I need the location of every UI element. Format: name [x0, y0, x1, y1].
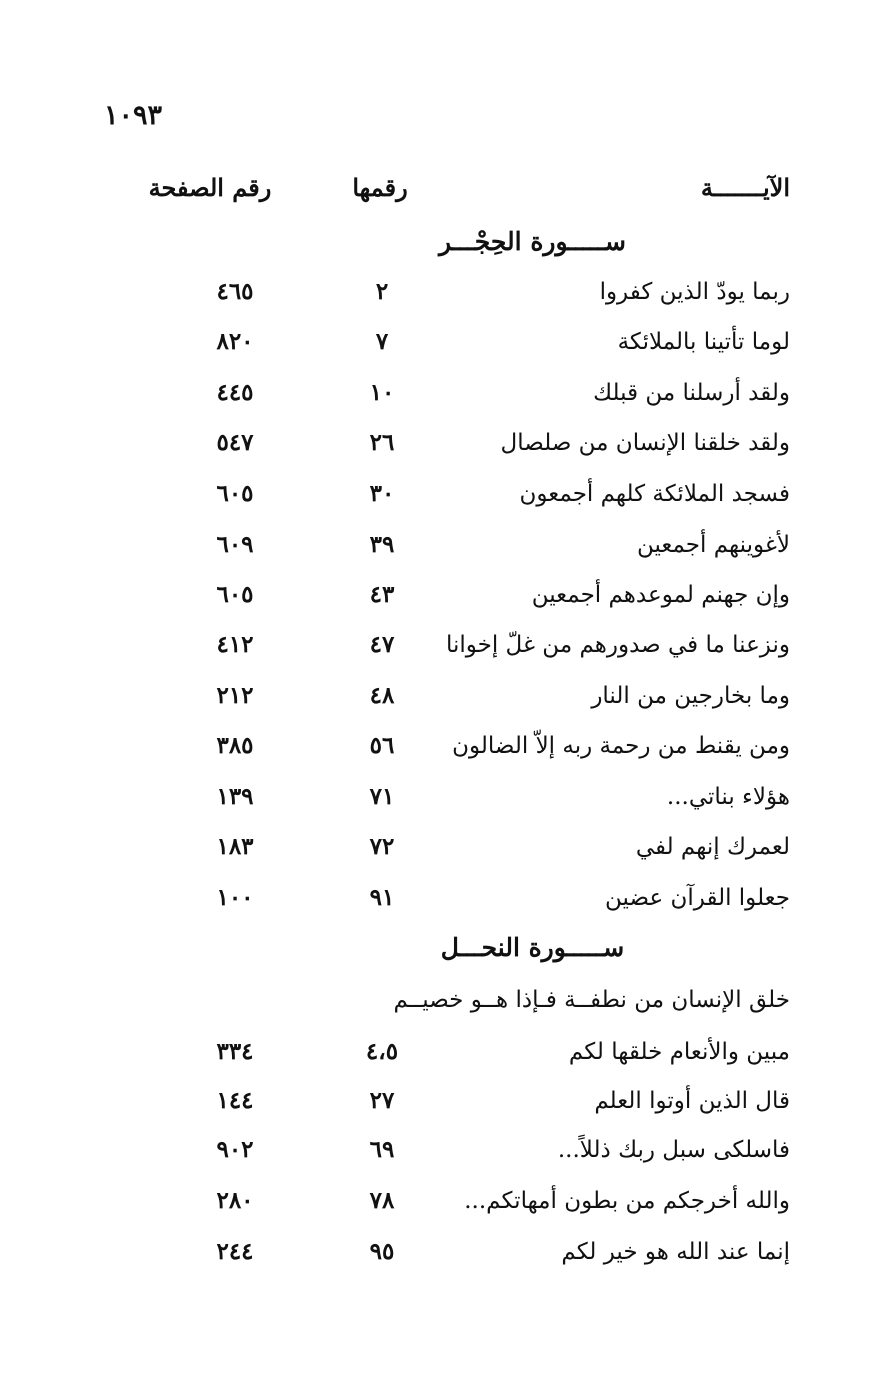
verse-number: ٣٠ [369, 480, 395, 507]
table-row [0, 373, 885, 413]
verse-number: ٤٨ [369, 682, 395, 709]
verse-number: ٧٨ [369, 1187, 395, 1214]
table-row [0, 272, 885, 312]
table-row [0, 676, 885, 716]
page-ref: ٤١٢ [216, 631, 254, 658]
page-ref: ٤٦٥ [216, 278, 254, 305]
header-page: رقم الصفحة [148, 173, 272, 202]
page-ref: ١٨٣ [216, 833, 254, 860]
verse-text: ربما يودّ الذين كفروا [599, 279, 790, 305]
page-ref: ٢٤٤ [216, 1238, 254, 1265]
verse-number: ٢ [375, 278, 389, 305]
verse-text: لوما تأتينا بالملائكة [617, 329, 790, 355]
page-ref: ٩٠٢ [216, 1136, 254, 1163]
page-number: ١٠٩٣ [104, 100, 163, 131]
page-ref: ١٣٩ [216, 783, 254, 810]
verse-number: ٢٦ [369, 429, 395, 456]
table-row [0, 423, 885, 463]
table-row [0, 1130, 885, 1170]
page-ref: ١٠٠ [216, 884, 254, 911]
verse-text: لأغوينهم أجمعين [636, 532, 790, 558]
verse-text: فسجد الملائكة كلهم أجمعون [519, 481, 790, 507]
verse-number: ٧٢ [369, 833, 395, 860]
verse-text: ولقد أرسلنا من قبلك [593, 380, 790, 406]
table-row [0, 474, 885, 514]
page-ref: ٨٢٠ [216, 328, 254, 355]
verse-text: مبين والأنعام خلقها لكم [568, 1039, 790, 1065]
page-ref: ٢٨٠ [216, 1187, 254, 1214]
page-ref: ٦٠٥ [216, 581, 254, 608]
verse-text: ونزعنا ما في صدورهم من غلّ إخوانا [445, 632, 790, 658]
verse-number: ٣٩ [369, 531, 395, 558]
table-row [0, 1032, 885, 1072]
surah-title-nahl [0, 926, 885, 970]
verse-text: قال الذين أوتوا العلم [594, 1088, 790, 1114]
verse-text: فاسلكى سبل ربك ذللاً... [557, 1137, 790, 1163]
verse-text: ولقد خلقنا الإنسان من صلصال [500, 430, 790, 456]
verse-text: وما بخارجين من النار [591, 683, 790, 709]
verse-number: ٤،٥ [365, 1038, 399, 1065]
table-row [0, 726, 885, 766]
table-row [0, 1181, 885, 1221]
verse-number: ٦٩ [369, 1136, 395, 1163]
verse-text: ومن يقنط من رحمة ربه إلاّ الضالون [452, 733, 790, 759]
verse-number: ٧١ [369, 783, 395, 810]
table-row [0, 777, 885, 817]
page-ref: ٥٤٧ [216, 429, 254, 456]
table-row [0, 322, 885, 362]
header-verse: الآيـــــــة [700, 173, 790, 202]
verse-text: وإن جهنم لموعدهم أجمعين [531, 582, 790, 608]
verse-lead-line: خلق الإنسان من نطفــة فـإذا هــو خصيــم [393, 987, 790, 1013]
table-row [0, 1081, 885, 1121]
page-ref: ٣٨٥ [216, 732, 254, 759]
surah-title-hijr [0, 220, 885, 264]
page-ref: ٤٤٥ [216, 379, 254, 406]
page-ref: ١٤٤ [216, 1087, 254, 1114]
page-ref: ٦٠٩ [216, 531, 254, 558]
column-header-row [0, 168, 885, 208]
table-row [0, 575, 885, 615]
table-row [0, 878, 885, 918]
verse-number: ١٠ [369, 379, 395, 406]
verse-number: ٤٣ [369, 581, 395, 608]
verse-text: جعلوا القرآن عضين [605, 885, 790, 911]
surah-title-hijr-text: ســـــورة الحِجْـــر [439, 227, 626, 256]
verse-text: والله أخرجكم من بطون أمهاتكم... [464, 1188, 790, 1214]
table-row [0, 625, 885, 665]
verse-number: ٥٦ [369, 732, 395, 759]
verse-text: إنما عند الله هو خير لكم [561, 1239, 790, 1265]
surah-title-nahl-text: ســـــورة النحـــل [440, 933, 625, 962]
table-row [0, 525, 885, 565]
verse-text: هؤلاء بناتي... [666, 784, 790, 810]
verse-number: ٧ [375, 328, 389, 355]
verse-text: لعمرك إنهم لفي [635, 834, 790, 860]
verse-number: ٢٧ [369, 1087, 395, 1114]
table-row [0, 1232, 885, 1272]
page-ref: ٦٠٥ [216, 480, 254, 507]
page-ref: ٢١٢ [216, 682, 254, 709]
page-ref: ٣٣٤ [216, 1038, 254, 1065]
table-row [0, 827, 885, 867]
verse-number: ٩٥ [369, 1238, 395, 1265]
verse-number: ٩١ [369, 884, 395, 911]
header-number: رقمها [352, 173, 408, 202]
verse-number: ٤٧ [369, 631, 395, 658]
